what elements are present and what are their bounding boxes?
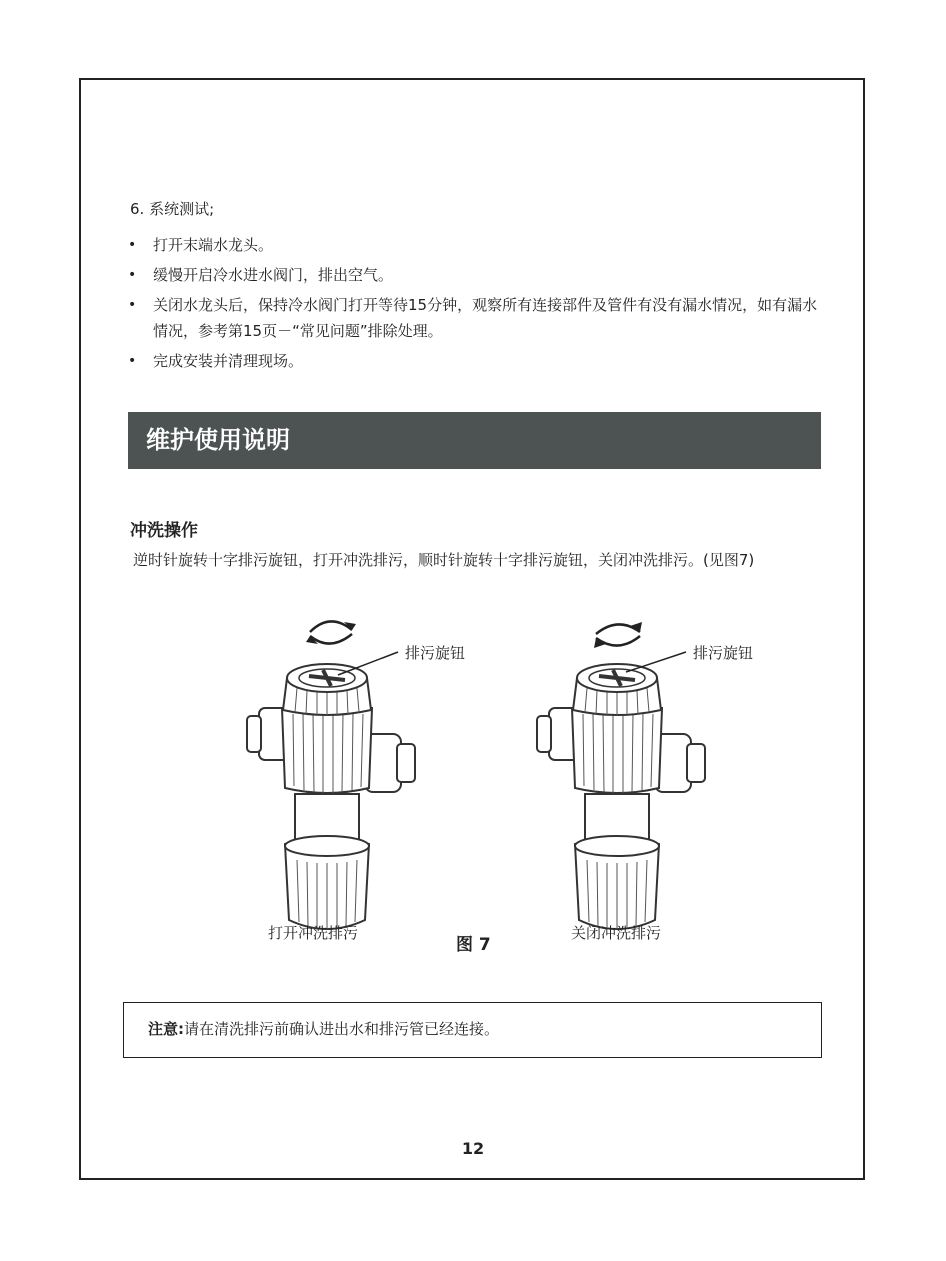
figure-label: 图 7 bbox=[456, 935, 491, 955]
counterclockwise-arrow-icon bbox=[310, 621, 352, 643]
filter-open-illustration bbox=[247, 664, 415, 929]
step-title: 6. 系统测试; bbox=[130, 200, 215, 218]
note-label: 注意: bbox=[148, 1020, 184, 1038]
knob-label-left: 排污旋钮 bbox=[405, 644, 466, 662]
leader-line-left bbox=[338, 652, 398, 675]
leader-line-right bbox=[626, 652, 686, 672]
note-box bbox=[123, 1002, 822, 1058]
section-heading: 维护使用说明 bbox=[128, 412, 821, 469]
flush-instructions: 逆时针旋转十字排污旋钮，打开冲洗排污，顺时针旋转十字排污旋钮，关闭冲洗排污。(见图7) bbox=[133, 551, 755, 569]
list-item: • 关闭水龙头后，保持冷水阀门打开等待15分钟，观察所有连接部件及管件有没有漏水情况，如有漏水情况，参考第15页－“常见问题”排除处理。 bbox=[128, 292, 828, 344]
flush-title: 冲洗操作 bbox=[130, 521, 198, 541]
caption-open-flush: 打开冲洗排污 bbox=[268, 924, 359, 942]
page-number: 12 bbox=[461, 1139, 485, 1158]
list-item: • 缓慢开启冷水进水阀门，排出空气。 bbox=[128, 262, 828, 288]
list-item: • 完成安装并清理现场。 bbox=[128, 348, 828, 374]
note-text: 请在清洗排污前确认进出水和排污管已经连接。 bbox=[184, 1020, 500, 1038]
caption-close-flush: 关闭冲洗排污 bbox=[571, 924, 662, 942]
filter-closed-illustration bbox=[537, 664, 705, 929]
knob-label-right: 排污旋钮 bbox=[693, 644, 754, 662]
list-item: • 打开末端水龙头。 bbox=[128, 232, 828, 258]
